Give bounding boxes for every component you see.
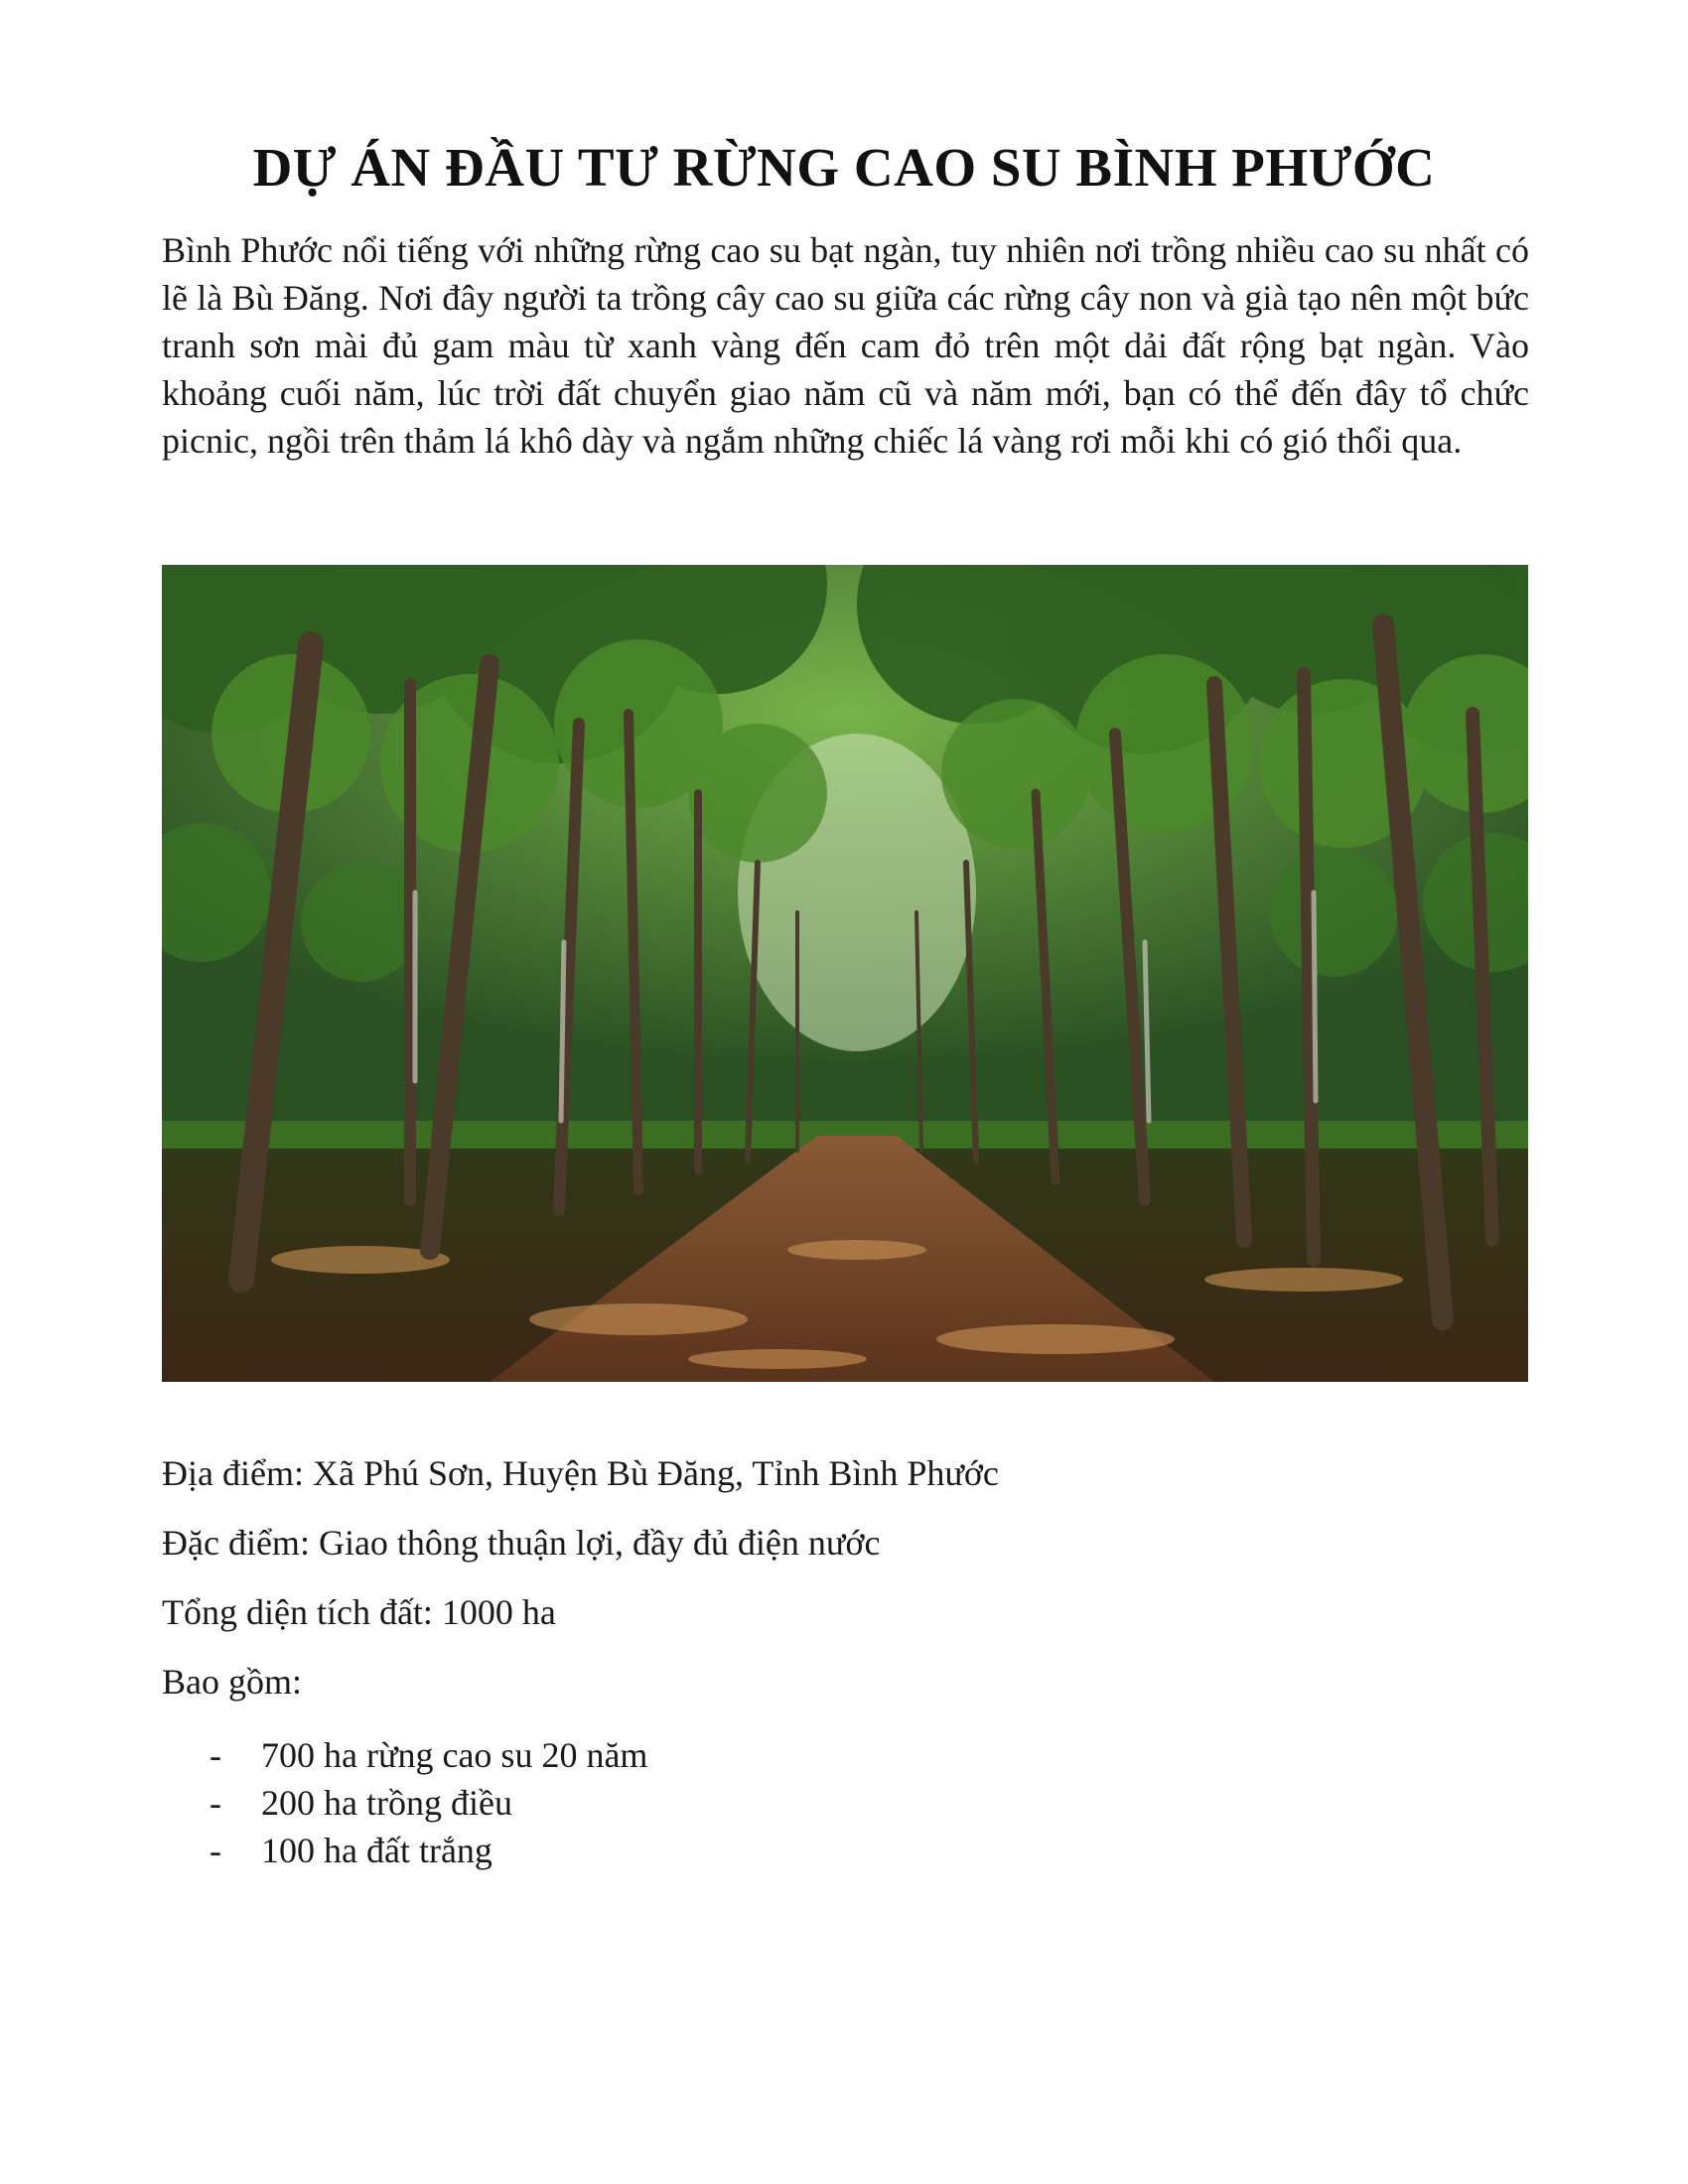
page-title: DỰ ÁN ĐẦU TƯ RỪNG CAO SU BÌNH PHƯỚC — [252, 137, 1436, 198]
location-line: Địa điểm: Xã Phú Sơn, Huyện Bù Đăng, Tỉnh Bình Phước — [162, 1453, 999, 1493]
features-line: Đặc điểm: Giao thông thuận lợi, đầy đủ điện nước — [162, 1523, 881, 1563]
rubber-forest-photo — [162, 565, 1528, 1382]
bullet-dash: - — [210, 1735, 221, 1775]
list-item-text: 200 ha trồng điều — [261, 1783, 512, 1823]
list-item-text: 100 ha đất trắng — [261, 1831, 492, 1870]
list-item — [162, 1827, 1453, 1874]
total-area-line: Tổng diện tích đất: 1000 ha — [162, 1592, 556, 1632]
includes-label: Bao gồm: — [162, 1662, 302, 1702]
bullet-dash: - — [210, 1783, 221, 1823]
list-item — [162, 1731, 1453, 1779]
bullet-dash: - — [210, 1831, 221, 1870]
list-item — [162, 1779, 1453, 1827]
includes-list — [162, 1731, 1453, 1874]
list-item-text: 700 ha rừng cao su 20 năm — [261, 1735, 648, 1775]
intro-paragraph: Bình Phước nổi tiếng với những rừng cao su bạt ngàn, tuy nhiên nơi trồng nhiều cao su nhất có lẽ là Bù Đăng. Nơi đây người ta trồng cây cao su giữa các rừng cây non và già tạo nên một bức tranh sơn mài đủ gam màu từ xanh vàng đến cam đỏ trên một dải đất rộng bạt ngàn. Vào khoảng cuối năm, lúc trời đất chuyển giao năm cũ và năm mới, bạn có thể đến đây tổ chức picnic, ngồi trên thảm lá khô dày và ngắm những chiếc lá vàng rơi mỗi khi có gió thổi qua. — [162, 230, 1529, 461]
